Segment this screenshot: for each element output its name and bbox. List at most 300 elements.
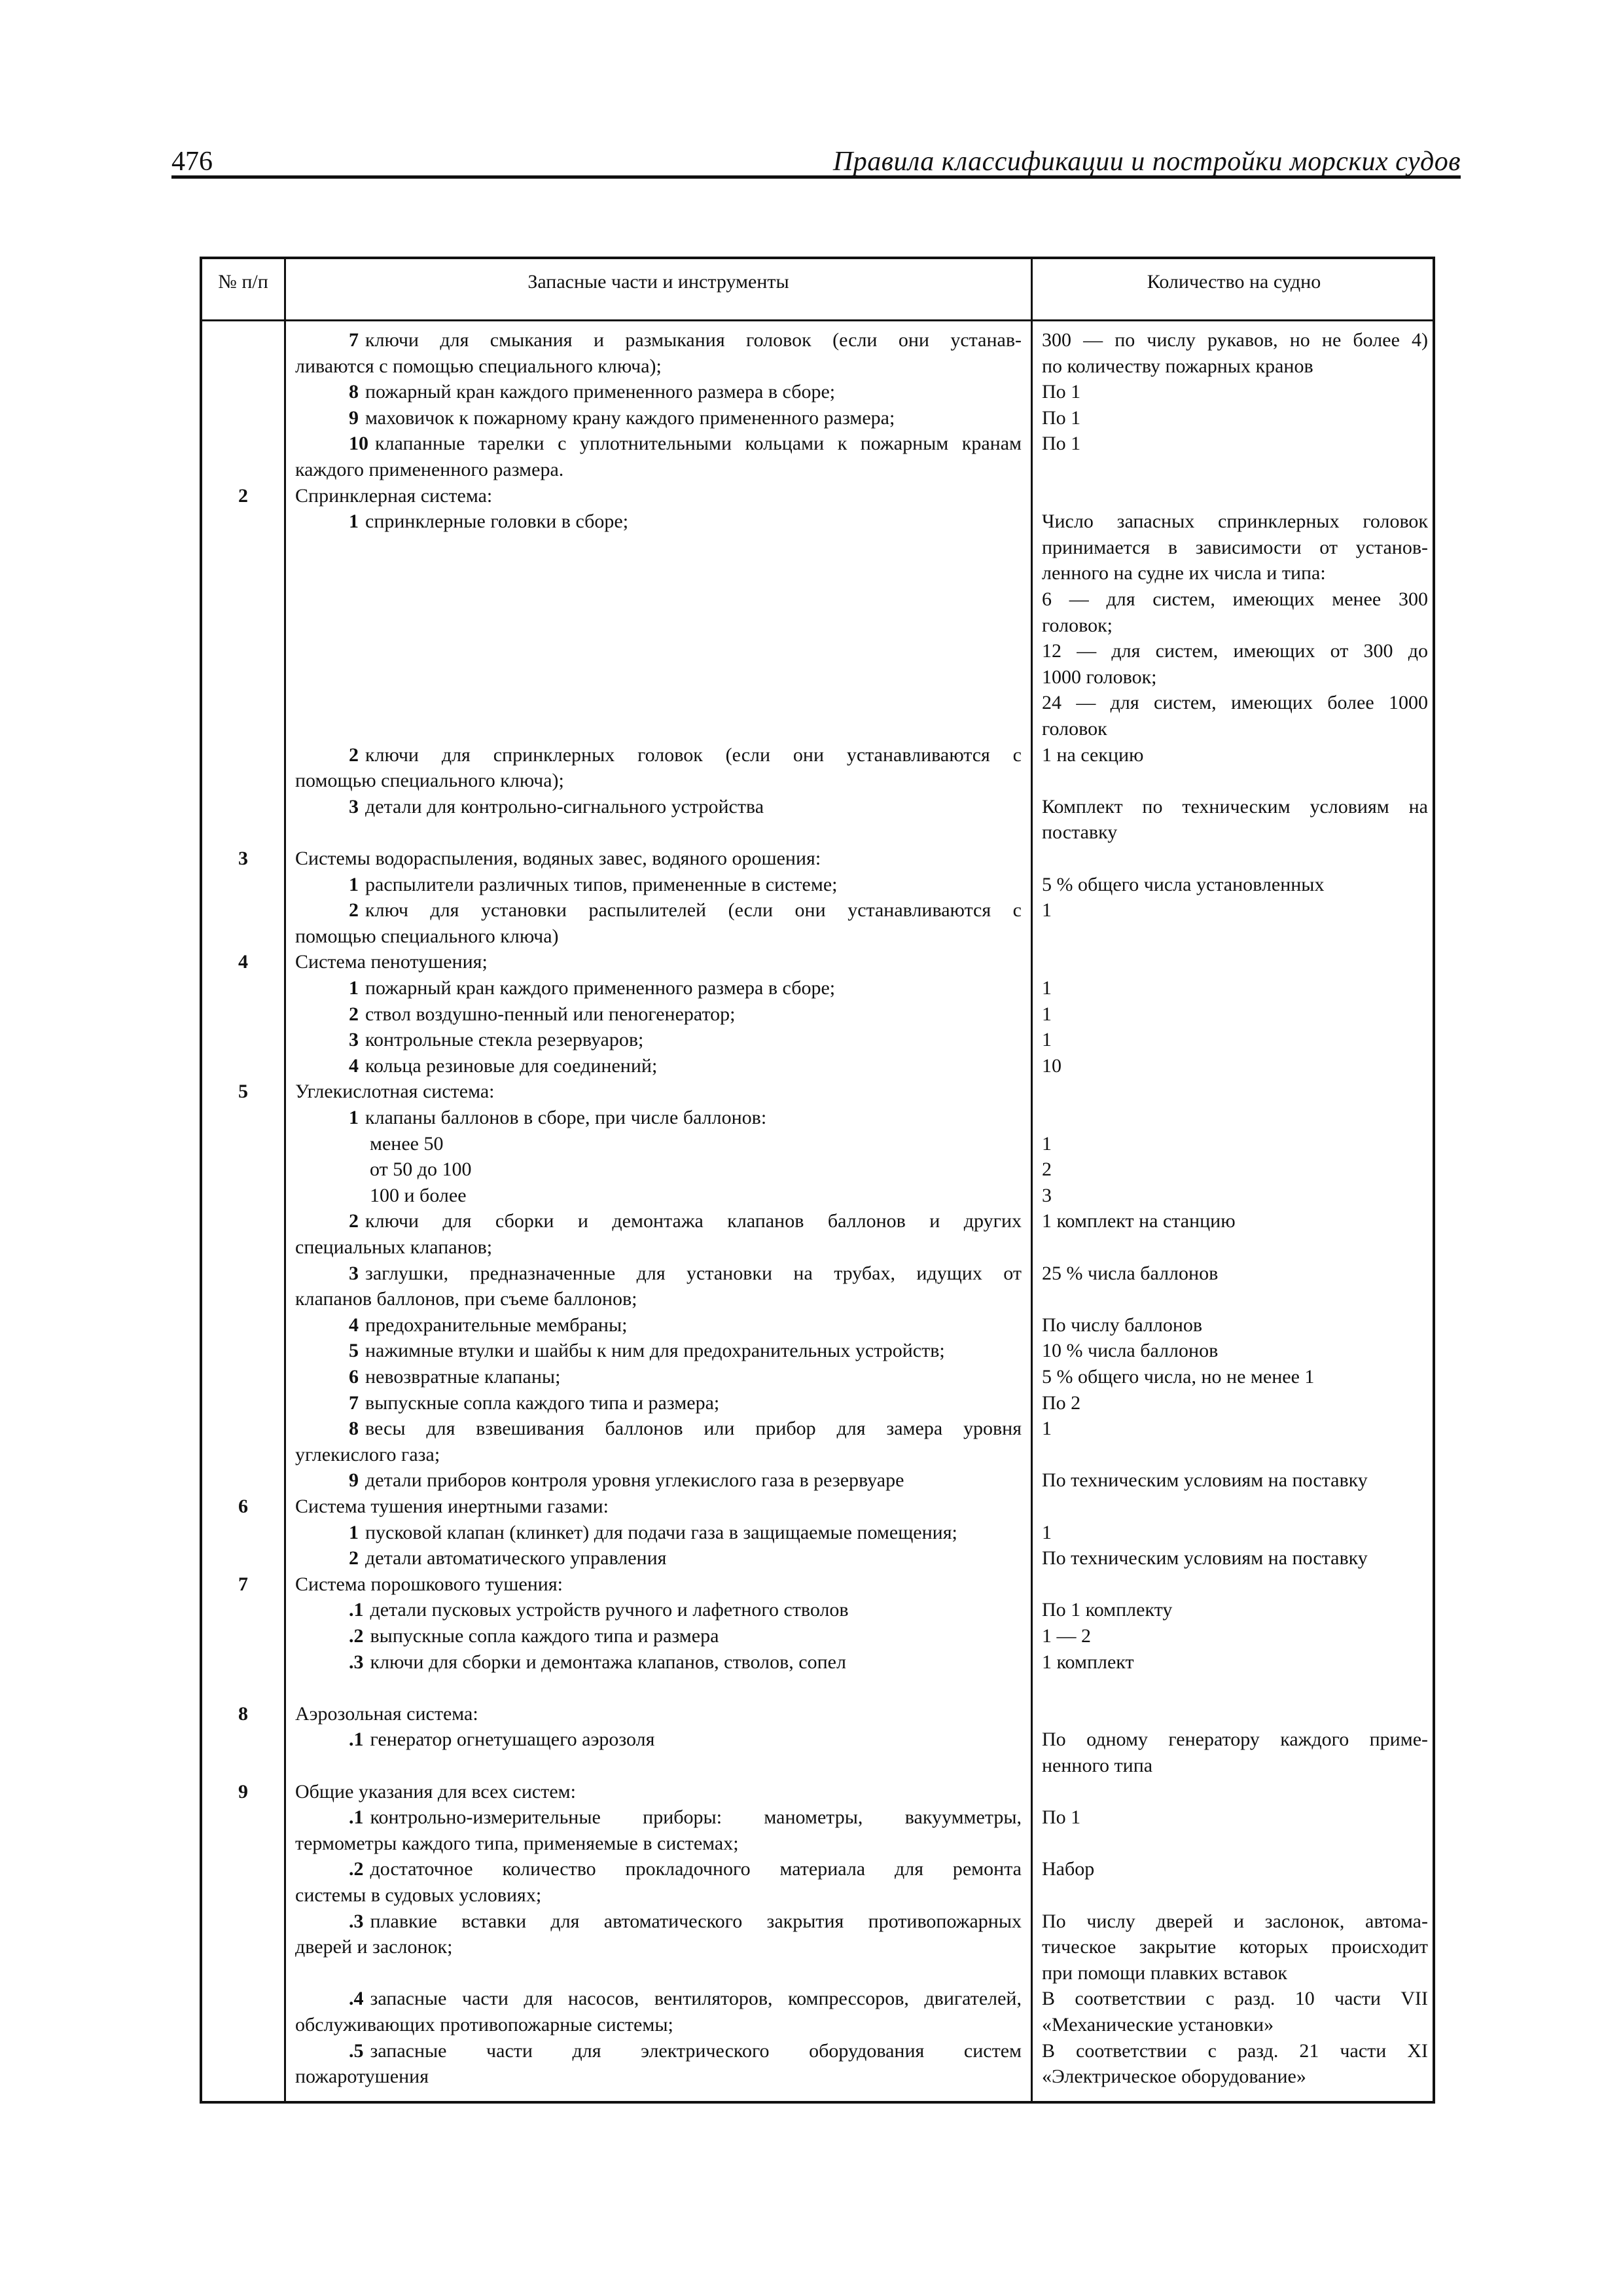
row-number xyxy=(202,794,284,820)
item-text: предохранительные мембраны; xyxy=(365,1314,628,1336)
item-description xyxy=(295,379,1022,405)
item-text: весы для взвешивания баллонов или прибор для замера уровня xyxy=(365,1418,1022,1440)
item-description xyxy=(295,1675,1022,1701)
row-number xyxy=(202,768,284,794)
table-row xyxy=(202,560,1433,586)
item-number: 6 xyxy=(349,1366,359,1388)
table-row xyxy=(202,1338,1433,1364)
item-number: 10 xyxy=(349,433,368,455)
row-number xyxy=(202,2012,284,2038)
item-description xyxy=(295,1157,1022,1183)
row-number: 8 xyxy=(238,1702,248,1725)
item-number: 8 xyxy=(349,381,359,403)
row-number xyxy=(202,379,284,405)
item-text: достаточное количество прокладочного материала для ремонта xyxy=(370,1858,1022,1880)
row-number xyxy=(202,2038,284,2064)
row-number xyxy=(202,924,284,950)
item-number: .1 xyxy=(349,1806,364,1829)
quantity-value: По 1 xyxy=(1042,406,1081,429)
table-row xyxy=(202,1001,1433,1028)
quantity-value: 1 xyxy=(1042,1418,1052,1440)
item-text: термометры каждого типа, применяемые в системах; xyxy=(295,1832,739,1854)
item-text: Система порошкового тушения: xyxy=(295,1573,563,1595)
quantity-value xyxy=(1042,768,1428,794)
quantity-value: По техническим условиям на поставку xyxy=(1042,1547,1368,1570)
table-row xyxy=(202,2012,1433,2038)
row-number xyxy=(202,819,284,846)
item-text: запасные части для электрического оборудования систем xyxy=(370,2039,1022,2062)
item-description xyxy=(295,638,1022,664)
quantity-value xyxy=(1042,1831,1428,1857)
header-rule xyxy=(171,175,1461,179)
item-description xyxy=(295,1571,1022,1598)
item-text: Системы водораспыления, водяных завес, водяного орошения: xyxy=(295,848,821,869)
item-text: Аэрозольная система: xyxy=(295,1702,478,1725)
table-row xyxy=(202,1364,1433,1390)
row-number xyxy=(202,1675,284,1701)
item-text: клапанные тарелки с уплотнительными кольцами к пожарным кранам xyxy=(375,433,1022,455)
row-number xyxy=(202,1520,284,1546)
item-text: детали автоматического управления xyxy=(365,1547,667,1570)
item-description xyxy=(295,794,1022,820)
item-text: клапанов баллонов, при съеме баллонов; xyxy=(295,1288,637,1310)
item-text: менее 50 xyxy=(370,1132,444,1155)
item-description xyxy=(295,405,1022,431)
item-number: 3 xyxy=(349,1029,359,1051)
quantity-value: По техническим условиям на поставку xyxy=(1042,1469,1368,1492)
quantity-value: По одному генератору каждого приме- xyxy=(1042,1729,1428,1751)
item-text: маховичок к пожарному крану каждого примененного размера; xyxy=(365,406,895,429)
row-number xyxy=(202,1597,284,1623)
item-description xyxy=(295,1960,1022,1986)
item-text: невозвратные клапаны; xyxy=(365,1366,561,1388)
row-number xyxy=(202,1649,284,1676)
row-number xyxy=(202,1312,284,1338)
row-number xyxy=(202,457,284,483)
row-number xyxy=(202,560,284,586)
quantity-value: 1 xyxy=(1042,977,1052,999)
item-text: Система тушения инертными газами: xyxy=(295,1496,609,1517)
table-row xyxy=(202,431,1433,457)
quantity-value xyxy=(1042,1701,1428,1727)
item-description xyxy=(295,1804,1022,1831)
quantity-value xyxy=(1042,1079,1428,1105)
table-row xyxy=(202,1105,1433,1131)
quantity-value xyxy=(1042,1494,1428,1520)
quantity-value xyxy=(1042,1882,1428,1909)
quantity-value: 1 — 2 xyxy=(1042,1625,1091,1647)
row-number xyxy=(202,1882,284,1909)
row-number xyxy=(202,1909,284,1935)
row-number: 9 xyxy=(238,1780,248,1803)
table-row xyxy=(202,897,1433,924)
item-description xyxy=(295,1312,1022,1338)
item-text: пусковой клапан (клинкет) для подачи газа в защищаемые помещения; xyxy=(365,1521,957,1543)
table-row xyxy=(202,1520,1433,1546)
quantity-value xyxy=(1042,924,1428,950)
item-description xyxy=(295,1079,1022,1105)
item-text: детали для контрольно-сигнального устройства xyxy=(365,795,764,817)
item-description xyxy=(295,1105,1022,1131)
item-description xyxy=(295,1467,1022,1494)
item-number: 7 xyxy=(349,1391,359,1414)
quantity-value: 10 xyxy=(1042,1054,1061,1077)
row-number xyxy=(202,1157,284,1183)
quantity-value: 1 xyxy=(1042,1029,1052,1051)
row-number xyxy=(202,1364,284,1390)
item-text: кольца резиновые для соединений; xyxy=(365,1054,658,1077)
table-row xyxy=(202,483,1433,509)
table-row xyxy=(202,2038,1433,2064)
item-description xyxy=(295,1286,1022,1312)
row-number: 5 xyxy=(238,1081,248,1103)
item-text: ключи для смыкания и размыкания головок (если они устанав- xyxy=(365,329,1022,351)
item-description xyxy=(295,1442,1022,1468)
row-number: 6 xyxy=(238,1496,248,1517)
row-number xyxy=(202,1804,284,1831)
table-row xyxy=(202,1286,1433,1312)
item-number: 1 xyxy=(349,511,359,533)
table-header-divider xyxy=(202,319,1433,321)
item-description xyxy=(295,768,1022,794)
item-text: от 50 до 100 xyxy=(370,1158,472,1181)
quantity-value: 1 на секцию xyxy=(1042,744,1144,766)
item-description xyxy=(295,1053,1022,1079)
row-number xyxy=(202,1416,284,1442)
quantity-value: поставку xyxy=(1042,821,1118,844)
item-description xyxy=(295,716,1022,742)
row-number: 3 xyxy=(238,848,248,869)
item-description xyxy=(295,1261,1022,1287)
item-description xyxy=(295,1909,1022,1935)
row-number xyxy=(202,405,284,431)
table-row xyxy=(202,1597,1433,1623)
item-text: Спринклерная система: xyxy=(295,484,493,507)
quantity-value xyxy=(1042,1675,1428,1701)
item-description xyxy=(295,1131,1022,1157)
item-description xyxy=(295,613,1022,639)
quantity-value: В соответствии с разд. 10 части VII xyxy=(1042,1988,1428,2010)
quantity-value: «Электрическое оборудование» xyxy=(1042,2066,1306,2088)
table-row xyxy=(202,1390,1433,1416)
row-number xyxy=(202,1831,284,1857)
table-row xyxy=(202,742,1433,768)
item-description xyxy=(295,1753,1022,1779)
quantity-value: 6 — для систем, имеющих менее 300 xyxy=(1042,588,1428,610)
table-row xyxy=(202,1545,1433,1571)
item-description xyxy=(295,1027,1022,1053)
item-description xyxy=(295,2038,1022,2064)
item-description xyxy=(295,2012,1022,2038)
quantity-value: По числу дверей и заслонок, автома- xyxy=(1042,1910,1428,1932)
item-text: Углекислотная система: xyxy=(295,1081,495,1103)
item-description xyxy=(295,586,1022,613)
table-row xyxy=(202,690,1433,716)
spare-parts-table xyxy=(200,257,1435,2104)
item-number: 1 xyxy=(349,977,359,999)
quantity-value: 300 — по числу рукавов, но не более 4) xyxy=(1042,329,1428,351)
item-description xyxy=(295,1183,1022,1209)
item-text: клапаны баллонов в сборе, при числе баллонов: xyxy=(365,1107,767,1128)
item-text: Система пенотушения; xyxy=(295,951,488,973)
row-number xyxy=(202,690,284,716)
row-number xyxy=(202,897,284,924)
item-number: .3 xyxy=(349,1910,364,1932)
item-number: 7 xyxy=(349,329,359,351)
item-text: ключи для сборки и демонтажа клапанов баллонов и других xyxy=(365,1210,1022,1232)
item-text: каждого примененного размера. xyxy=(295,459,564,480)
quantity-value: 25 % числа баллонов xyxy=(1042,1262,1219,1284)
table-row xyxy=(202,1416,1433,1442)
quantity-value: По 1 xyxy=(1042,1806,1081,1829)
row-number xyxy=(202,2064,284,2090)
table-row xyxy=(202,794,1433,820)
item-number: 8 xyxy=(349,1418,359,1440)
column-header-item: Запасные части и инструменты xyxy=(527,271,789,293)
table-row xyxy=(202,1571,1433,1598)
item-description xyxy=(295,560,1022,586)
quantity-value: Набор xyxy=(1042,1858,1095,1880)
table-row xyxy=(202,1467,1433,1494)
item-description xyxy=(295,949,1022,975)
row-number xyxy=(202,1261,284,1287)
item-text: специальных клапанов; xyxy=(295,1236,493,1258)
item-number: 2 xyxy=(349,1547,359,1570)
row-number xyxy=(202,1960,284,1986)
row-number xyxy=(202,1856,284,1882)
item-text: детали пусковых устройств ручного и лафетного стволов xyxy=(370,1599,849,1621)
row-number: 7 xyxy=(238,1573,248,1595)
table-row xyxy=(202,1753,1433,1779)
table-row xyxy=(202,1442,1433,1468)
table-row xyxy=(202,1027,1433,1053)
table-row xyxy=(202,353,1433,380)
item-number: 3 xyxy=(349,1262,359,1284)
item-description xyxy=(295,2064,1022,2090)
item-number: .4 xyxy=(349,1988,364,2010)
table-row xyxy=(202,1183,1433,1209)
row-number: 4 xyxy=(238,951,248,973)
row-number xyxy=(202,1183,284,1209)
quantity-value: ленного на судне их числа и типа: xyxy=(1042,562,1326,584)
table-row xyxy=(202,457,1433,483)
quantity-value: 10 % числа баллонов xyxy=(1042,1340,1219,1362)
item-description xyxy=(295,457,1022,483)
item-number: 3 xyxy=(349,795,359,817)
item-description xyxy=(295,431,1022,457)
item-text: помощью специального ключа) xyxy=(295,925,559,947)
item-text: выпускные сопла каждого типа и размера xyxy=(370,1625,719,1647)
item-text: генератор огнетушащего аэрозоля xyxy=(370,1729,655,1751)
item-description xyxy=(295,1494,1022,1520)
item-number: .2 xyxy=(349,1625,364,1647)
quantity-value: 24 — для систем, имеющих более 1000 xyxy=(1042,692,1428,714)
table-row xyxy=(202,1623,1433,1649)
quantity-value: 1 xyxy=(1042,899,1052,922)
quantity-value: принимается в зависимости от установ- xyxy=(1042,536,1428,558)
item-text: пожаротушения xyxy=(295,2066,429,2088)
table-row xyxy=(202,1882,1433,1909)
table-row xyxy=(202,1960,1433,1986)
item-number: 2 xyxy=(349,1210,359,1232)
table-row xyxy=(202,586,1433,613)
item-number: 1 xyxy=(349,873,359,895)
item-description xyxy=(295,1001,1022,1028)
item-number: 1 xyxy=(349,1107,359,1128)
item-description xyxy=(295,1520,1022,1546)
quantity-value: «Механические установки» xyxy=(1042,2014,1274,2036)
quantity-value xyxy=(1042,1779,1428,1805)
item-description xyxy=(295,819,1022,846)
table-row xyxy=(202,613,1433,639)
item-description xyxy=(295,535,1022,561)
row-number xyxy=(202,586,284,613)
item-text: ливаются с помощью специального ключа); xyxy=(295,355,662,377)
row-number xyxy=(202,1623,284,1649)
table-row xyxy=(202,1234,1433,1261)
quantity-value xyxy=(1042,1286,1428,1312)
item-number: 9 xyxy=(349,1469,359,1492)
item-description xyxy=(295,1338,1022,1364)
row-number xyxy=(202,638,284,664)
table-row xyxy=(202,872,1433,898)
quantity-value: при помощи плавких вставок xyxy=(1042,1962,1287,1984)
quantity-value: 1000 головок; xyxy=(1042,666,1157,688)
item-description xyxy=(295,1986,1022,2012)
table-row xyxy=(202,949,1433,975)
table-row xyxy=(202,924,1433,950)
row-number xyxy=(202,1234,284,1261)
item-text: ключ для установки распылителей (если они устанавливаются с xyxy=(365,899,1022,922)
row-number xyxy=(202,742,284,768)
item-number: 2 xyxy=(349,744,359,766)
quantity-value: по количеству пожарных кранов xyxy=(1042,355,1313,377)
item-text: контрольные стекла резервуаров; xyxy=(365,1029,644,1051)
row-number xyxy=(202,1442,284,1468)
row-number xyxy=(202,1338,284,1364)
row-number xyxy=(202,1208,284,1234)
item-number: .1 xyxy=(349,1599,364,1621)
quantity-value xyxy=(1042,949,1428,975)
quantity-value: 3 xyxy=(1042,1184,1052,1206)
item-description xyxy=(295,664,1022,691)
item-description xyxy=(295,1856,1022,1882)
item-number: .2 xyxy=(349,1858,364,1880)
page-number: 476 xyxy=(171,147,213,177)
quantity-value xyxy=(1042,1571,1428,1598)
quantity-value: тическое закрытие которых происходит xyxy=(1042,1936,1428,1958)
row-number xyxy=(202,1934,284,1960)
quantity-value xyxy=(1042,1442,1428,1468)
item-text: распылители различных типов, примененные в системе; xyxy=(365,873,838,895)
item-number: .5 xyxy=(349,2039,364,2062)
quantity-value: 1 комплект на станцию xyxy=(1042,1210,1236,1232)
table-row xyxy=(202,1157,1433,1183)
table-row xyxy=(202,1856,1433,1882)
item-description xyxy=(295,1934,1022,1960)
item-description xyxy=(295,1727,1022,1753)
row-number xyxy=(202,872,284,898)
quantity-value: головок; xyxy=(1042,614,1113,636)
item-text: ключи для сборки и демонтажа клапанов, стволов, сопел xyxy=(370,1651,846,1673)
quantity-value: По 1 xyxy=(1042,433,1081,455)
table-row xyxy=(202,1804,1433,1831)
quantity-value xyxy=(1042,1105,1428,1131)
item-description xyxy=(295,975,1022,1001)
item-text: запасные части для насосов, вентиляторов, компрессоров, двигателей, xyxy=(370,1988,1022,2010)
quantity-value: По 1 xyxy=(1042,381,1081,403)
item-number: .3 xyxy=(349,1651,364,1673)
row-number xyxy=(202,716,284,742)
row-number: 2 xyxy=(238,484,248,507)
row-number xyxy=(202,535,284,561)
quantity-value: По 2 xyxy=(1042,1391,1081,1414)
quantity-value: По числу баллонов xyxy=(1042,1314,1203,1336)
item-text: 100 и более xyxy=(370,1184,467,1206)
item-description xyxy=(295,1649,1022,1676)
item-description xyxy=(295,1390,1022,1416)
table-row xyxy=(202,1131,1433,1157)
item-description xyxy=(295,1364,1022,1390)
row-number xyxy=(202,1545,284,1571)
item-description xyxy=(295,1623,1022,1649)
table-row xyxy=(202,1727,1433,1753)
table-row xyxy=(202,1701,1433,1727)
column-header-quantity: Количество на судно xyxy=(1147,271,1321,293)
item-description xyxy=(295,742,1022,768)
item-description xyxy=(295,1831,1022,1857)
table-row xyxy=(202,1494,1433,1520)
quantity-value: 1 xyxy=(1042,1132,1052,1155)
table-row xyxy=(202,1831,1433,1857)
item-text: системы в судовых условиях; xyxy=(295,1884,542,1906)
item-number: 4 xyxy=(349,1314,359,1336)
item-text: нажимные втулки и шайбы к ним для предохранительных устройств; xyxy=(365,1340,945,1362)
table-row xyxy=(202,535,1433,561)
item-number: 2 xyxy=(349,899,359,922)
item-text: пожарный кран каждого примененного размера в сборе; xyxy=(365,977,836,999)
row-number xyxy=(202,1467,284,1494)
quantity-value xyxy=(1042,1234,1428,1261)
item-description xyxy=(295,509,1022,535)
item-description xyxy=(295,1779,1022,1805)
quantity-value: головок xyxy=(1042,718,1107,740)
item-number: .1 xyxy=(349,1729,364,1751)
item-description xyxy=(295,872,1022,898)
row-number xyxy=(202,1105,284,1131)
quantity-value: В соответствии с разд. 21 части XI xyxy=(1042,2039,1428,2062)
row-number xyxy=(202,1286,284,1312)
quantity-value xyxy=(1042,483,1428,509)
item-number: 5 xyxy=(349,1340,359,1362)
quantity-value: Число запасных спринклерных головок xyxy=(1042,511,1428,533)
item-description xyxy=(295,483,1022,509)
row-number xyxy=(202,1027,284,1053)
item-description xyxy=(295,1882,1022,1909)
item-description xyxy=(295,1416,1022,1442)
item-text: заглушки, предназначенные для установки на трубах, идущих от xyxy=(365,1262,1022,1284)
item-description xyxy=(295,924,1022,950)
quantity-value xyxy=(1042,457,1428,483)
table-row xyxy=(202,379,1433,405)
table-row xyxy=(202,1261,1433,1287)
row-number xyxy=(202,509,284,535)
table-row xyxy=(202,716,1433,742)
table-row xyxy=(202,819,1433,846)
item-text: Общие указания для всех систем: xyxy=(295,1780,576,1803)
quantity-value: 1 xyxy=(1042,1003,1052,1025)
running-title: Правила классификации и постройки морских судов xyxy=(832,147,1461,177)
